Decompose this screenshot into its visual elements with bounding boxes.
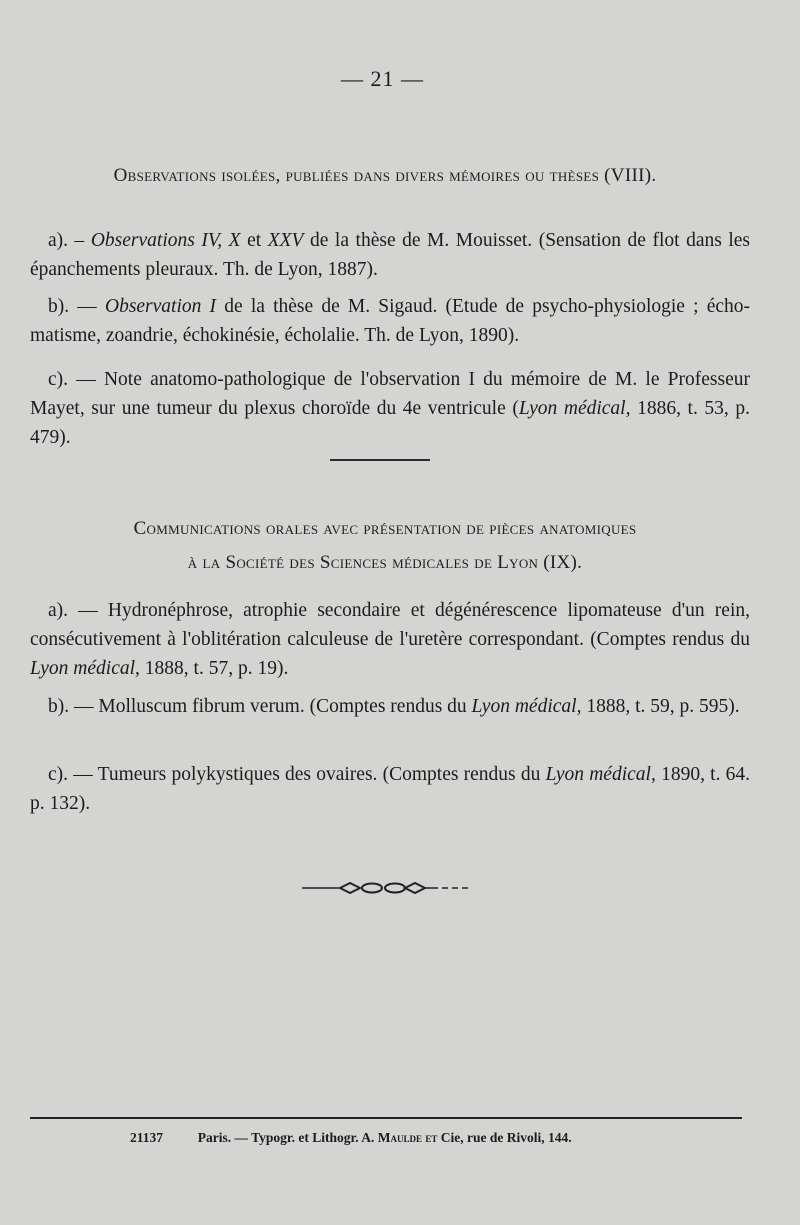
item-label: c). — xyxy=(48,369,96,390)
item-text: 1890, t. 64. p. 132). xyxy=(30,764,751,814)
footer-rule xyxy=(30,1117,742,1119)
communication-item-b xyxy=(30,692,750,721)
item-label: b). — xyxy=(48,696,94,717)
section-divider xyxy=(330,459,430,461)
observation-item-c xyxy=(30,365,750,452)
item-text: 1888, t. 57, p. 19). xyxy=(144,658,289,679)
section-title-line2: à la Société des Sciences médicales de Lyon (IX). xyxy=(187,552,583,573)
item-text: de la thèse de M. Mouisset. (Sensation de flot dans les épanchements pleuraux. Th. de Lyon, 1887). xyxy=(30,230,751,280)
italic-text: Lyon médical, xyxy=(545,764,656,785)
item-text: de la thèse de M. Sigaud. (Etude de psycho-physiologie ; écho-matisme, zoandrie, échokinésie, écholalie. Th. de Lyon, 1890). xyxy=(30,296,751,346)
printer-imprint xyxy=(130,1130,690,1146)
italic-text: X xyxy=(228,230,241,251)
observation-item-b xyxy=(30,292,750,350)
item-label: c). — xyxy=(48,764,93,785)
section-heading-communications xyxy=(0,518,770,540)
section-title: Observations isolées, publiées dans divers mémoires ou thèses (VIII). xyxy=(113,165,657,186)
italic-text: Lyon médical, xyxy=(471,696,582,717)
item-text: Hydronéphrose, atrophie secondaire et dégénérescence lipomateuse d'un rein, consécutivement à l'oblitération calculeuse de l'uretère correspondant. (Comptes rendus du xyxy=(30,600,750,650)
observation-item-a xyxy=(30,226,750,284)
item-text: et xyxy=(247,230,262,251)
italic-text: XXV xyxy=(267,230,304,251)
imprint-text: Paris. — Typogr. et Lithogr. A. xyxy=(197,1130,375,1145)
item-text: Molluscum fibrum verum. (Comptes rendus du xyxy=(98,696,467,717)
communication-item-a xyxy=(30,596,750,683)
italic-text: Lyon médical, xyxy=(30,658,140,679)
item-text: 1886, t. 53, p. 479). xyxy=(30,398,751,448)
ornament-divider-icon xyxy=(300,878,475,898)
italic-text: Lyon médical, xyxy=(518,398,631,419)
section-heading-observations xyxy=(0,165,770,187)
item-label: a). — xyxy=(48,600,98,621)
page-number: — 21 — xyxy=(341,66,424,91)
item-text: 1888, t. 59, p. 595). xyxy=(586,696,740,717)
communication-item-c xyxy=(30,760,750,818)
italic-text: Observations IV, xyxy=(90,230,223,251)
section-title-line1: Communications orales avec présentation de pièces anatomiques xyxy=(133,518,637,539)
item-text: Tumeurs polykystiques des ovaires. (Comptes rendus du xyxy=(97,764,541,785)
item-text: Note anatomo-pathologique de l'observation I du mémoire de M. le Professeur Mayet, sur une tumeur du plexus choroïde du 4e ventricule ( xyxy=(30,369,750,419)
italic-text: Observation I xyxy=(104,296,217,317)
section-heading-communications-line2 xyxy=(0,552,770,574)
item-label: b). — xyxy=(48,296,97,317)
imprint-text: Cie, rue de Rivoli, 144. xyxy=(440,1130,572,1145)
printer-name: Maulde et xyxy=(377,1130,438,1145)
item-label: a). – xyxy=(48,230,85,251)
print-number: 21137 xyxy=(130,1130,164,1145)
